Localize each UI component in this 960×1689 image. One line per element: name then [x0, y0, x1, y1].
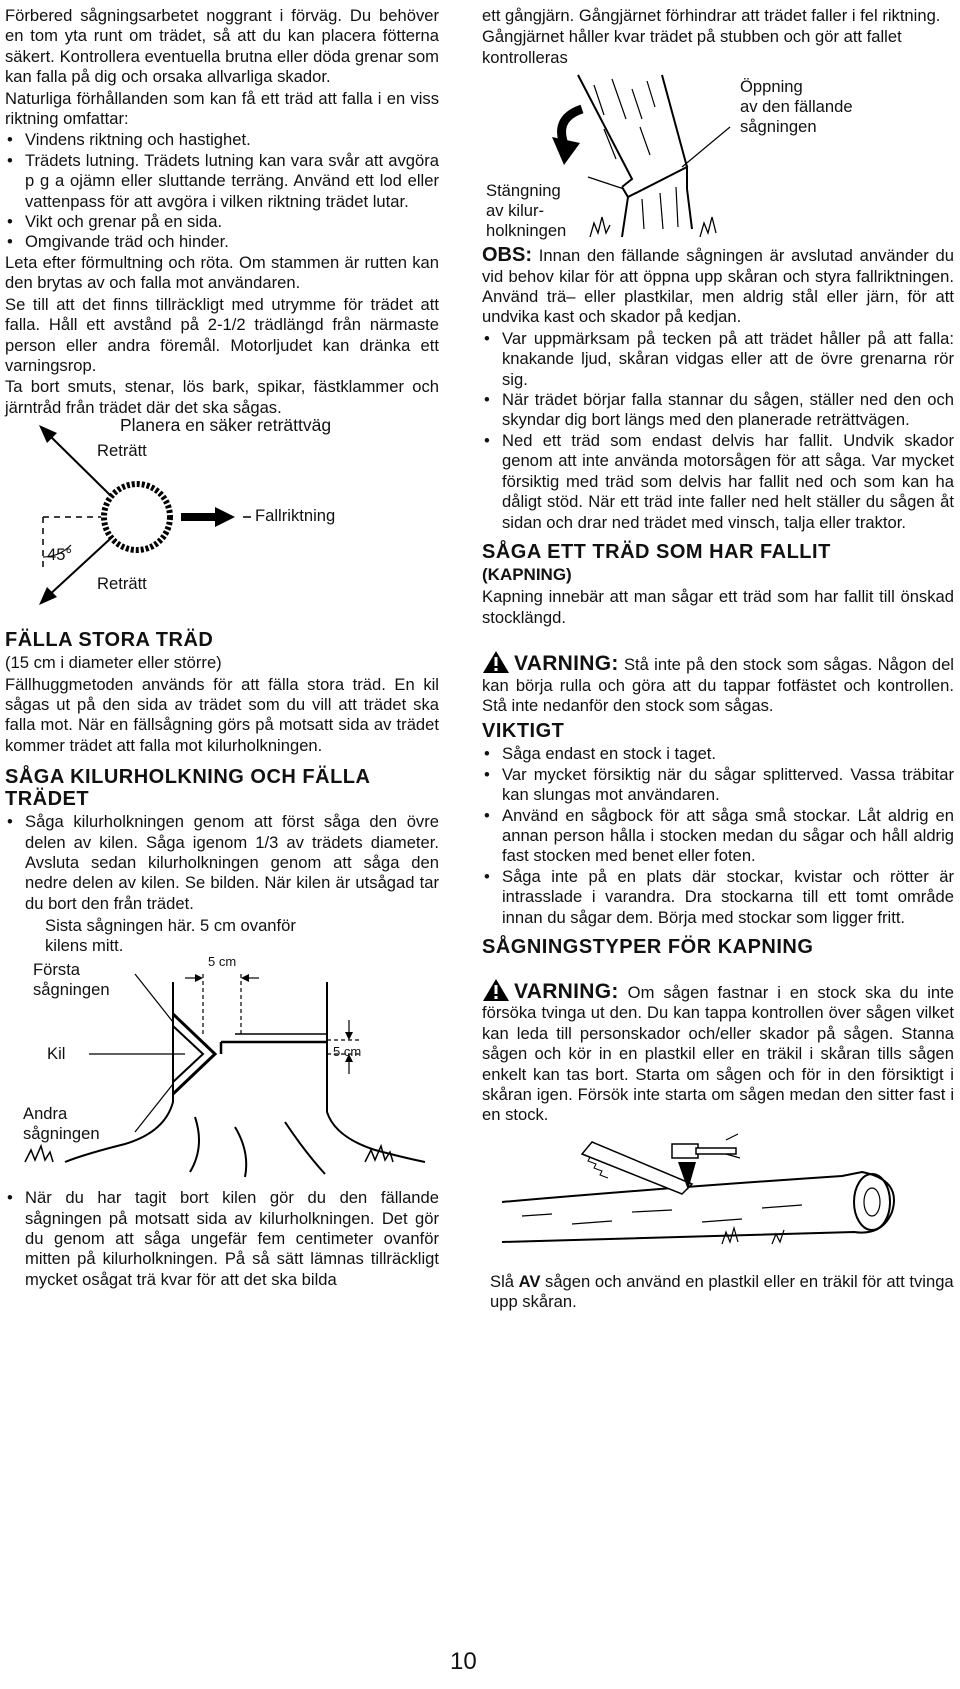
notch-cut-figure	[5, 916, 439, 1182]
obs-text: Innan den fällande sågningen är avslutad använder du vid behov kilar för att öppna upp skåran och styra fallriktningen. Använd trä– eller plastkilar, men aldrig stål eller järn, för att undvika kast och skador på kedjan.	[482, 246, 954, 327]
kapning-paragraph: Kapning innebär att man sågar ett träd som har fallit till önskad stocklängd.	[482, 587, 954, 627]
first-cut-label: Första	[33, 960, 81, 980]
last-cut-label-2: kilens mitt.	[45, 936, 124, 956]
rot-paragraph: Leta efter förmultning och röta. Om stammen är rutten kan den brytas av och falla mot användaren.	[5, 252, 439, 293]
hinge-control-paragraph: Gångjärnet håller kvar trädet på stubben och gör att fallet kontrolleras	[482, 27, 902, 67]
warning-title: VARNING:	[514, 980, 619, 1003]
section-title-felling: FÄLLA STORA TRÄD	[5, 629, 214, 652]
plan-retreat-label: Planera en säker reträttväg	[120, 415, 332, 436]
list-item: • Var mycket försiktig när du sågar splitterved. Vassa träbitar kan slungas mot användaren.	[482, 765, 954, 806]
list-item: • Ned ett träd som endast delvis har fallit. Undvik skador genom att inte använda motorsågen för att såga. Var mycket försiktig med träd som delvis har fallit ned och som kan ha dåligt stöd. När ett träd inte faller ned helt ställer du sågen åt sidan och drar ned trädet med vinsch, talja eller traktor.	[482, 431, 954, 533]
felling-cut-list	[5, 1188, 439, 1290]
figure-caption	[482, 1272, 954, 1313]
closing-label-3: holkningen	[486, 221, 567, 241]
list-item: • Såga kilurholkningen genom att först såga den övre delen av kilen. Såga igenom 1/3 av trädets diameter. Avsluta sedan kilurholkningen genom att såga den nedre delen av kilen. Se bilden. När kilen är utsågad tar du bort den från trädet.	[5, 812, 439, 914]
section-title-important: VIKTIGT	[482, 720, 565, 743]
warning-text: Stå inte på den stock som sågas. Någon del kan börja rulla och göra att du tappar fotfästet och kontrollen. Stå inte nedanför den stock som sågas.	[482, 655, 954, 715]
angle-label: 45°	[47, 545, 73, 565]
list-item: • Såga inte på en plats där stockar, kvistar och rötter är intrasslade i varandra. Dra stockarna till ett tomt område innan du sågar dem. Börja med stockar som ligger fritt.	[482, 867, 954, 928]
hinge-diagram	[482, 69, 954, 241]
retreat-plan-figure	[5, 415, 439, 607]
dimension-top-label: 5 cm	[208, 954, 237, 970]
opening-label-3: sågningen	[740, 117, 817, 137]
hinge-paragraph: ett gångjärn. Gångjärnet förhindrar att trädet faller i fel riktning.	[482, 6, 941, 25]
prep-paragraph: Förbered sågningsarbetet noggrant i förväg. Du behöver en tom yta runt om trädet, så att du kan placera fötterna säkert. Kontrollera eventuella brutna eller döda grenar som kan falla på dig och orsaka allvarliga skador.	[5, 6, 439, 87]
caption-off: AV	[518, 1271, 541, 1291]
wedge-label: Kil	[47, 1044, 66, 1064]
warning-block-1	[482, 650, 954, 716]
warning-block-2	[482, 978, 954, 1126]
obs-label: OBS:	[482, 244, 532, 267]
list-item: • Använd en sågbock för att såga små stockar. Låt aldrig en annan person hålla i stocken medan du sågar och håll aldrig fast stocken med benet eller foten.	[482, 806, 954, 867]
list-item: • Såga endast en stock i taget.	[482, 744, 954, 764]
diameter-note: (15 cm i diameter eller större)	[5, 653, 222, 673]
first-cut-label-2: sågningen	[33, 980, 110, 1000]
clean-paragraph: Ta bort smuts, stenar, lös bark, spikar, fästklammer och järntråd från trädet där det ska sågas.	[5, 377, 439, 417]
opening-label: Öppning	[740, 77, 803, 97]
list-item: • Vindens riktning och hastighet.	[5, 130, 439, 150]
log-diagram	[482, 1132, 954, 1250]
caption-pre: Slå	[490, 1271, 519, 1291]
dimension-right-label: 5 cm	[333, 1044, 362, 1060]
conditions-list	[5, 130, 439, 252]
retreat-label-top: Reträtt	[97, 441, 147, 461]
list-item: • Omgivande träd och hinder.	[5, 232, 439, 252]
hinge-figure	[482, 69, 954, 241]
space-paragraph: Se till att det finns tillräckligt med utrymme för trädet att falla. Håll ett avstånd på 2-1/2 trädlängd från närmaste person eller andra föremål. Motorljudet kan dränka ett varningsrop.	[5, 294, 439, 375]
opening-label-2: av den fällande	[740, 97, 853, 117]
list-item: • Trädets lutning. Trädets lutning kan vara svår att avgöra p g a ojämn eller sluttande terräng. Använd ett lod eller vattenpass för att avgöra i vilken riktning trädet lutar.	[5, 151, 439, 212]
page-number: 10	[450, 1648, 477, 1675]
falling-signs-list	[482, 329, 954, 533]
last-cut-label: Sista sågningen här. 5 cm ovanför	[45, 916, 296, 936]
notch-list	[5, 812, 439, 914]
section-title-fallen: SÅGA ETT TRÄD SOM HAR FALLIT	[482, 540, 831, 563]
felling-method-paragraph: Fällhuggmetoden används för att fälla stora träd. En kil sågas ut på den sida av trädet som du vill att trädet ska falla mot. När en fällsågning görs på motsatt sida av trädet kommer trädet att falla mot kilurholkningen.	[5, 674, 439, 755]
section-subtitle-kapning: (KAPNING)	[482, 564, 572, 584]
left-column	[5, 6, 439, 1290]
natural-conditions-intro: Naturliga förhållanden som kan få ett träd att falla i en viss riktning omfattar:	[5, 88, 439, 129]
section-title-notch: SÅGA KILURHOLKNING OCH FÄLLA TRÄDET	[5, 766, 370, 811]
obs-paragraph	[482, 245, 954, 328]
closing-label: Stängning	[486, 181, 561, 201]
list-item: • Vikt och grenar på en sida.	[5, 212, 439, 232]
second-cut-label: Andra	[23, 1104, 68, 1124]
fall-direction-label: Fallriktning	[255, 506, 336, 526]
warning-icon	[482, 650, 510, 674]
warning-text: Om sågen fastnar i en stock ska du inte försöka tvinga ut den. Du kan tappa kontrollen över sågen vilket kan leda till personskador och/eller skador på sågen. Stanna sågen och kör in en plastkil eller en träkil i skåran tills sågen enkelt kan tas bort. Starta om sågen och för in den försiktigt i skåran igen. Försök inte starta om sågen medan den sitter fast i en stock.	[482, 983, 954, 1125]
retreat-label-bottom: Reträtt	[97, 574, 147, 594]
second-cut-label-2: sågningen	[23, 1124, 100, 1144]
log-wedge-figure	[482, 1132, 954, 1250]
warning-title: VARNING:	[514, 652, 619, 676]
warning-icon	[482, 978, 510, 1002]
section-title-bucking-types: SÅGNINGSTYPER FÖR KAPNING	[482, 936, 814, 958]
important-list	[482, 744, 954, 928]
retreat-diagram	[5, 419, 439, 607]
list-item: • Var uppmärksam på tecken på att trädet håller på att falla: knakande ljud, skåran vidgas eller att de övre grenarna rör sig.	[482, 329, 954, 390]
caption-post: sågen och använd en plastkil eller en träkil för att tvinga upp skåran.	[490, 1271, 954, 1312]
list-item: • När du har tagit bort kilen gör du den fällande sågningen på motsatt sida av kilurholkningen. Det gör du genom att såga ungefär fem centimeter ovanför mitten på kilurholkningen. På så sätt lämnas tillräckligt mycket osågat trä kvar för att det ska bilda	[5, 1188, 439, 1290]
list-item: • När trädet börjar falla stannar du sågen, ställer ned den och skyndar dig bort längs med den planerade reträttvägen.	[482, 390, 954, 431]
closing-label-2: av kilur-	[486, 201, 545, 221]
right-column	[482, 6, 954, 1314]
